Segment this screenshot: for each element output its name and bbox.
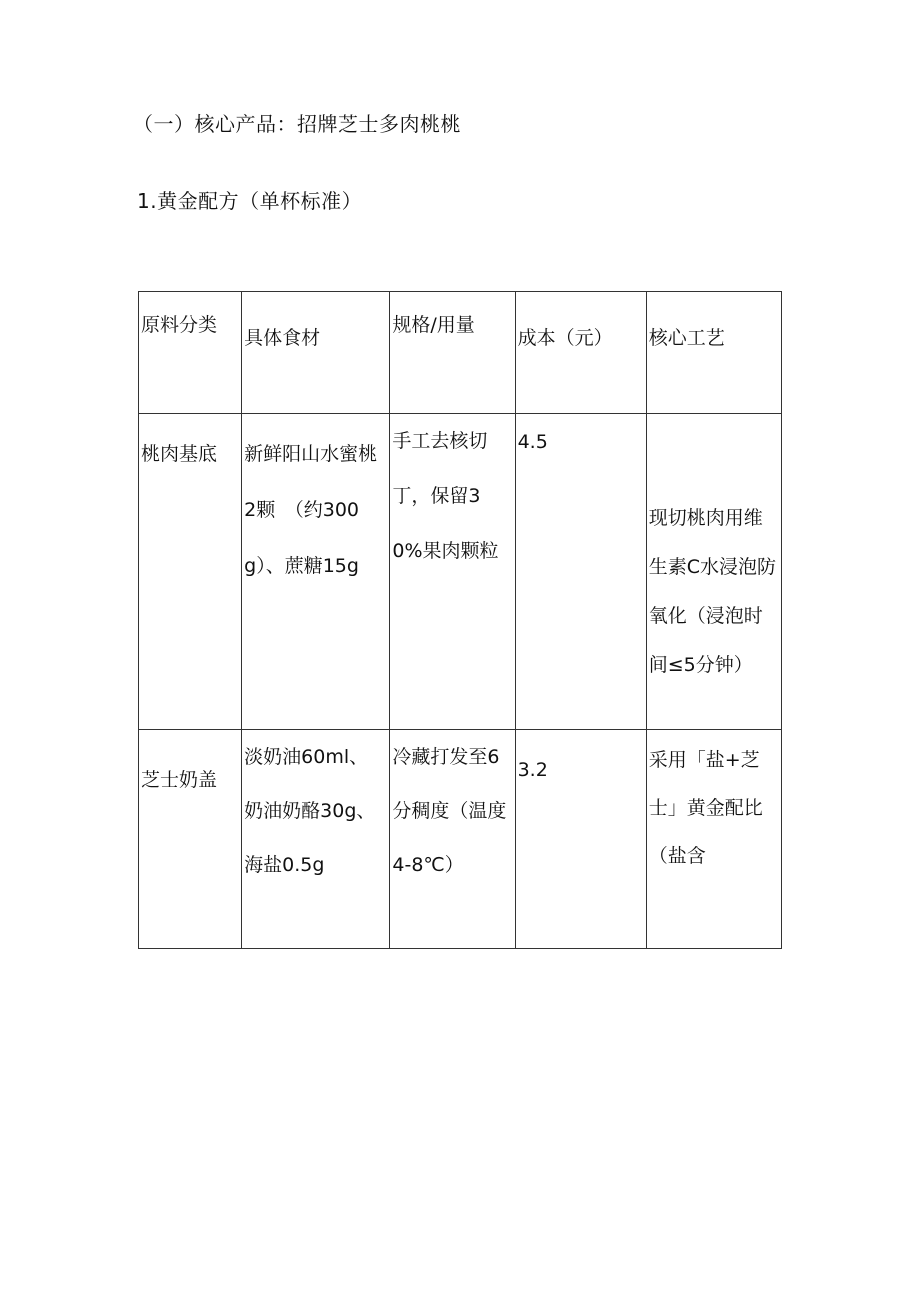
cell-category: 芝士奶盖 xyxy=(139,730,242,949)
recipe-table xyxy=(138,291,782,949)
sub-heading: 1.黄金配方（单杯标准） xyxy=(137,189,363,213)
cell-process: 现切桃肉用维生素C水浸泡防氧化（浸泡时间≤5分钟） xyxy=(646,414,781,730)
header-cell-ingredients: 具体食材 xyxy=(242,292,390,414)
cell-spec: 手工去核切丁，保留30%果肉颗粒 xyxy=(390,414,515,730)
header-cell-cost: 成本（元） xyxy=(515,292,646,414)
table-row xyxy=(139,730,782,949)
table-row xyxy=(139,414,782,730)
header-cell-spec: 规格/用量 xyxy=(390,292,515,414)
table-header-row xyxy=(139,292,782,414)
cell-category: 桃肉基底 xyxy=(139,414,242,730)
cell-ingredients: 淡奶油60ml、奶油奶酪30g、海盐0.5g xyxy=(242,730,390,949)
header-cell-process: 核心工艺 xyxy=(646,292,781,414)
cell-spec: 冷藏打发至6分稠度（温度4-8℃） xyxy=(390,730,515,949)
header-cell-category: 原料分类 xyxy=(139,292,242,414)
cell-cost: 4.5 xyxy=(515,414,646,730)
cell-cost: 3.2 xyxy=(515,730,646,949)
cell-process: 采用「盐+芝士」黄金配比（盐含 xyxy=(646,730,781,949)
cell-ingredients: 新鲜阳山水蜜桃2颗 （约300g）、蔗糖15g xyxy=(242,414,390,730)
section-heading: （一）核心产品：招牌芝士多肉桃桃 xyxy=(133,112,461,136)
